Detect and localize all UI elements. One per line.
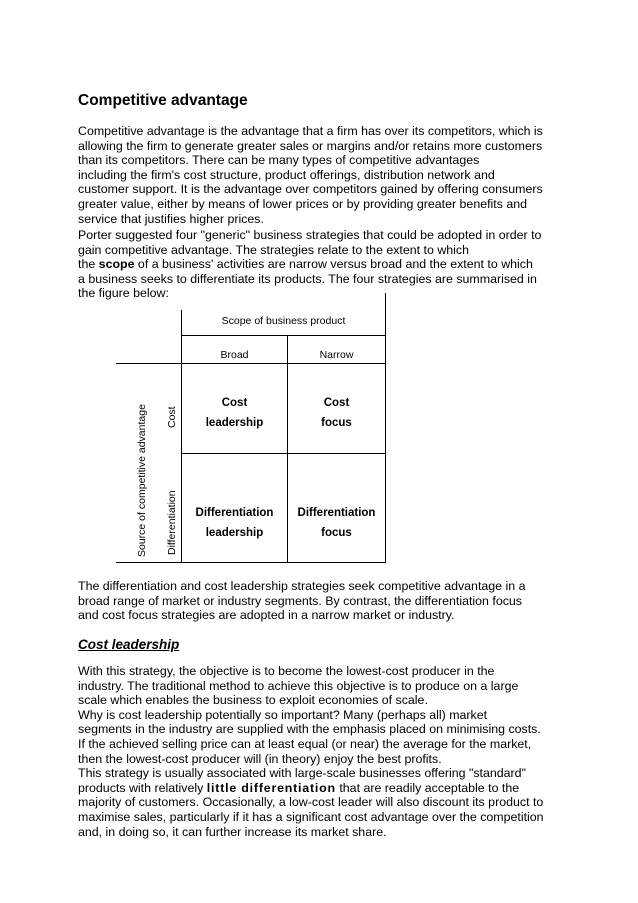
cost-leadership-paragraph bbox=[78, 664, 564, 839]
text-line: scale which enables the business to exploit economies of scale. bbox=[78, 693, 428, 708]
summary-paragraph bbox=[78, 579, 564, 623]
text-line: majority of customers. Occasionally, a low-cost leader will also discount its product to bbox=[78, 795, 544, 810]
matrix-line bbox=[116, 562, 386, 563]
text-line: Why is cost leadership potentially so important? Many (perhaps all) market bbox=[78, 707, 488, 722]
text-run: of a business' activities are narrow versus broad and the extent to which bbox=[134, 257, 533, 272]
cell-cost-leadership bbox=[182, 393, 287, 433]
text-line: and cost focus strategies are adopted in a narrow market or industry. bbox=[78, 608, 455, 623]
text-line: service that justifies higher prices. bbox=[78, 211, 264, 226]
text-line: Porter suggested four "generic" business strategies that could be adopted in order to bbox=[78, 228, 542, 242]
text-line: than its competitors. There can be many types of competitive advantages bbox=[78, 153, 480, 168]
cell-line: leadership bbox=[205, 527, 264, 539]
little-differentiation-emphasis: little differentiation bbox=[206, 780, 336, 795]
text-line: customer support. It is the advantage over competitors gained by offering consumers bbox=[78, 182, 543, 197]
scope-header: Scope of business product bbox=[221, 315, 346, 327]
text-line: a business seeks to differentiate its products. The four strategies are summarised in bbox=[78, 271, 537, 286]
text-run: that are readily acceptable to the bbox=[335, 780, 520, 795]
cell-line: focus bbox=[321, 417, 352, 429]
col-header-broad: Broad bbox=[220, 349, 249, 361]
cell-differentiation-focus bbox=[288, 503, 385, 543]
text-line: then the lowest-cost producer will (in theory) enjoy the best profits. bbox=[78, 751, 442, 766]
matrix-line bbox=[181, 310, 182, 563]
scope-emphasis: scope bbox=[98, 257, 135, 272]
text-line: the figure below: bbox=[78, 286, 169, 301]
text-line: broad range of market or industry segments. By contrast, the differentiation focus bbox=[78, 593, 522, 608]
cell-line: Cost bbox=[221, 397, 248, 409]
page-title: Competitive advantage bbox=[78, 92, 248, 109]
text-line: and, in doing so, it can further increase its market share. bbox=[78, 824, 387, 839]
cell-line: Differentiation bbox=[195, 507, 274, 519]
row-axis-label: Source of competitive advantage bbox=[136, 404, 148, 557]
text-line bbox=[78, 781, 564, 796]
text-line: greater value, either by means of lower prices or by providing greater benefits and bbox=[78, 196, 528, 211]
text-line: With this strategy, the objective is to become the lowest-cost producer in the bbox=[78, 664, 495, 678]
matrix-line bbox=[287, 336, 288, 563]
cell-line: Differentiation bbox=[297, 507, 376, 519]
text-line: including the firm's cost structure, product offerings, distribution network and bbox=[78, 167, 495, 182]
col-header-narrow: Narrow bbox=[319, 349, 354, 361]
matrix-line bbox=[181, 335, 385, 336]
text-line: This strategy is usually associated with large-scale businesses offering "standard" bbox=[78, 766, 526, 781]
text-line bbox=[78, 257, 564, 272]
text-line: Competitive advantage is the advantage that a firm has over its competitors, which is bbox=[78, 124, 543, 138]
text-line: The differentiation and cost leadership strategies seek competitive advantage in a bbox=[78, 579, 526, 593]
matrix-line bbox=[181, 453, 385, 454]
porter-paragraph bbox=[78, 228, 564, 301]
text-line: segments in the industry are supplied with the emphasis placed on minimising costs. bbox=[78, 722, 541, 737]
section-heading: Cost leadership bbox=[78, 637, 180, 652]
cell-differentiation-leadership bbox=[182, 503, 287, 543]
row-header-differentiation: Differentiation bbox=[166, 490, 178, 555]
matrix-line bbox=[116, 363, 385, 364]
text-line: maximise sales, particularly if it has a significant cost advantage over the competition bbox=[78, 809, 544, 824]
intro-paragraph bbox=[78, 124, 564, 226]
matrix-line bbox=[385, 293, 386, 563]
text-run: the bbox=[78, 257, 99, 272]
text-line: industry. The traditional method to achieve this objective is to produce on a large bbox=[78, 678, 519, 693]
cell-cost-focus bbox=[288, 393, 385, 433]
text-line: gain competitive advantage. The strategies relate to the extent to which bbox=[78, 242, 470, 257]
row-header-cost: Cost bbox=[166, 406, 178, 428]
text-line: If the achieved selling price can at least equal (or near) the average for the market, bbox=[78, 736, 532, 751]
cell-line: focus bbox=[321, 527, 352, 539]
text-line: allowing the firm to generate greater sales or margins and/or retains more customers bbox=[78, 138, 543, 153]
cell-line: Cost bbox=[323, 397, 350, 409]
text-run: products with relatively bbox=[78, 780, 207, 795]
cell-line: leadership bbox=[205, 417, 264, 429]
